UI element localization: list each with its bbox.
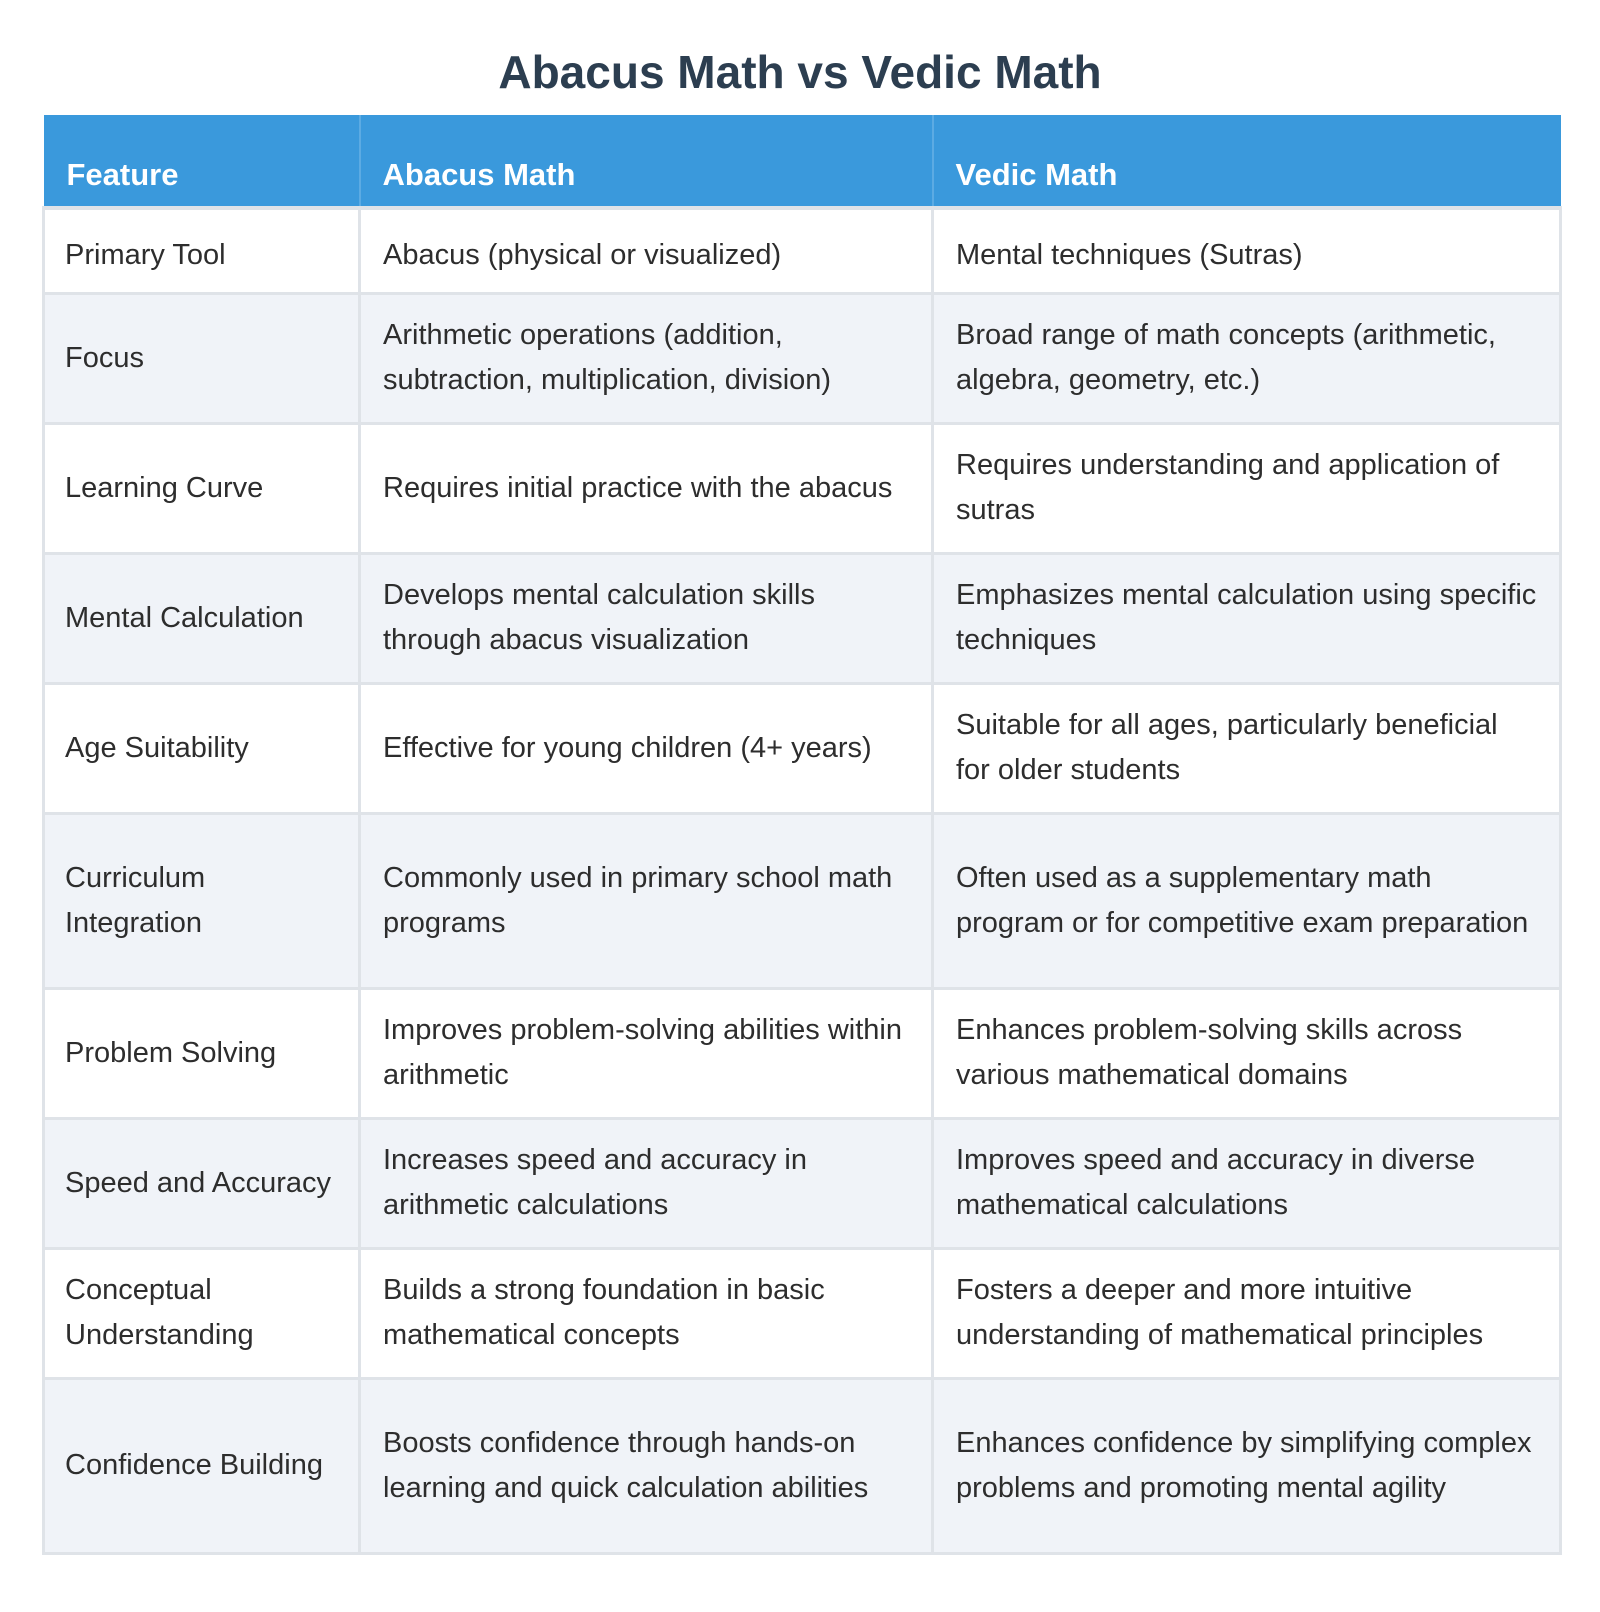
vedic-cell: Emphasizes mental calculation using specific techniques	[933, 553, 1561, 683]
header-abacus-math: Abacus Math	[360, 115, 933, 208]
vedic-cell: Enhances confidence by simplifying complex problems and promoting mental agility	[933, 1378, 1561, 1553]
abacus-cell: Effective for young children (4+ years)	[360, 683, 933, 813]
header-vedic-math: Vedic Math	[933, 115, 1561, 208]
vedic-cell: Improves speed and accuracy in diverse mathematical calculations	[933, 1118, 1561, 1248]
feature-cell: Primary Tool	[44, 208, 360, 293]
abacus-cell: Commonly used in primary school math programs	[360, 813, 933, 988]
abacus-cell: Boosts confidence through hands-on learning and quick calculation abilities	[360, 1378, 933, 1553]
page-title: Abacus Math vs Vedic Math	[498, 46, 1102, 98]
table-row	[44, 423, 1561, 553]
abacus-cell: Increases speed and accuracy in arithmetic calculations	[360, 1118, 933, 1248]
abacus-cell: Abacus (physical or visualized)	[360, 208, 933, 293]
comparison-table	[42, 115, 1562, 1555]
table-body	[44, 208, 1561, 1553]
feature-cell: Conceptual Understanding	[44, 1248, 360, 1378]
table-row	[44, 813, 1561, 988]
feature-cell: Problem Solving	[44, 988, 360, 1118]
table-header	[44, 115, 1561, 208]
table-row	[44, 1248, 1561, 1378]
vedic-cell: Broad range of math concepts (arithmetic, algebra, geometry, etc.)	[933, 293, 1561, 423]
table-row	[44, 293, 1561, 423]
table-row	[44, 683, 1561, 813]
abacus-cell: Requires initial practice with the abacus	[360, 423, 933, 553]
header-row	[44, 115, 1561, 208]
vedic-cell: Suitable for all ages, particularly beneficial for older students	[933, 683, 1561, 813]
feature-cell: Curriculum Integration	[44, 813, 360, 988]
abacus-cell: Improves problem-solving abilities within arithmetic	[360, 988, 933, 1118]
vedic-cell: Often used as a supplementary math program or for competitive exam preparation	[933, 813, 1561, 988]
feature-cell: Mental Calculation	[44, 553, 360, 683]
table-row	[44, 988, 1561, 1118]
table-row	[44, 1378, 1561, 1553]
vedic-cell: Fosters a deeper and more intuitive understanding of mathematical principles	[933, 1248, 1561, 1378]
table-row	[44, 208, 1561, 293]
feature-cell: Learning Curve	[44, 423, 360, 553]
abacus-cell: Arithmetic operations (addition, subtraction, multiplication, division)	[360, 293, 933, 423]
table-row	[44, 1118, 1561, 1248]
vedic-cell: Requires understanding and application of sutras	[933, 423, 1561, 553]
vedic-cell: Mental techniques (Sutras)	[933, 208, 1561, 293]
header-feature: Feature	[44, 115, 360, 208]
abacus-cell: Builds a strong foundation in basic mathematical concepts	[360, 1248, 933, 1378]
feature-cell: Confidence Building	[44, 1378, 360, 1553]
abacus-cell: Develops mental calculation skills through abacus visualization	[360, 553, 933, 683]
feature-cell: Speed and Accuracy	[44, 1118, 360, 1248]
table-row	[44, 553, 1561, 683]
feature-cell: Focus	[44, 293, 360, 423]
feature-cell: Age Suitability	[44, 683, 360, 813]
vedic-cell: Enhances problem-solving skills across various mathematical domains	[933, 988, 1561, 1118]
